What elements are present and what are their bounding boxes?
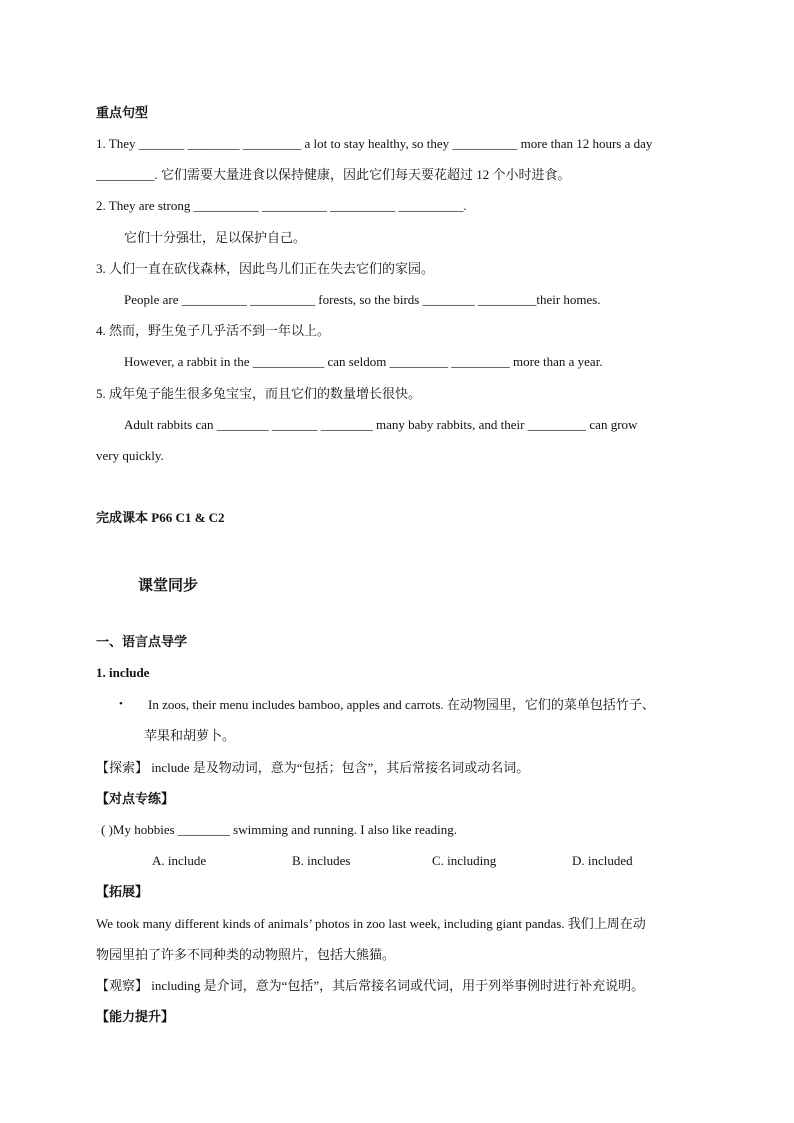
option-c: C. including [432, 853, 497, 868]
bullet-icon: • [119, 698, 123, 710]
example-line-1: In zoos, their menu includes bamboo, apples and carrots. 在动物园里，它们的菜单包括竹子、 [148, 697, 655, 712]
point-1-title: 1. include [96, 665, 150, 680]
ability-title: 【能力提升】 [96, 1009, 175, 1024]
extend-title: 【拓展】 [96, 884, 149, 899]
extend-line-1: We took many different kinds of animals’ photos in zoo last week, including giant pandas. 我们上周在动 [96, 916, 646, 931]
practice-title: 【对点专练】 [96, 791, 175, 806]
explore-note: 【探索】 include 是及物动词，意为“包括；包含”，其后常接名词或动名词。 [96, 760, 530, 775]
observe-note: 【观察】 including 是介词，意为“包括”，其后常接名词或代词，用于列举事例时进行补充说明。 [96, 978, 645, 993]
pattern-4-line-2: However, a rabbit in the ___________ can seldom _________ _________ more than a year. [124, 354, 603, 369]
option-d: D. included [572, 853, 633, 868]
textbook-note: 完成课本 P66 C1 & C2 [96, 510, 225, 525]
pattern-2-line-1: 2. They are strong __________ __________ __________ __________. [96, 198, 467, 213]
pattern-1-line-1: 1. They _______ ________ _________ a lot to stay healthy, so they __________ more than 12 hours a day [96, 136, 653, 151]
option-b: B. includes [292, 853, 351, 868]
pattern-5-line-2: Adult rabbits can ________ _______ ________ many baby rabbits, and their _________ can grow [124, 417, 638, 432]
pattern-1-line-2: _________. 它们需要大量进食以保持健康，因此它们每天要花超过 12 个小时进食。 [96, 167, 571, 182]
example-line-2: 苹果和胡萝卜。 [144, 728, 236, 743]
pattern-3-line-1: 3. 人们一直在砍伐森林，因此鸟儿们正在失去它们的家园。 [96, 261, 435, 276]
pattern-4-line-1: 4. 然而，野生兔子几乎活不到一年以上。 [96, 323, 331, 338]
section-title-key-patterns: 重点句型 [96, 105, 149, 120]
class-sync-title: 课堂同步 [138, 578, 199, 594]
pattern-5-line-3: very quickly. [96, 448, 164, 463]
pattern-5-line-1: 5. 成年兔子能生很多兔宝宝，而且它们的数量增长很快。 [96, 386, 422, 401]
section-title-language-points: 一、语言点导学 [96, 634, 188, 649]
practice-question: ( )My hobbies ________ swimming and running. I also like reading. [101, 822, 458, 837]
option-a: A. include [152, 853, 207, 868]
extend-line-2: 物园里拍了许多不同种类的动物照片，包括大熊猫。 [96, 947, 396, 962]
pattern-3-line-2: People are __________ __________ forests, so the birds ________ _________their homes. [124, 292, 601, 307]
pattern-2-line-2: 它们十分强壮，足以保护自己。 [124, 230, 307, 245]
